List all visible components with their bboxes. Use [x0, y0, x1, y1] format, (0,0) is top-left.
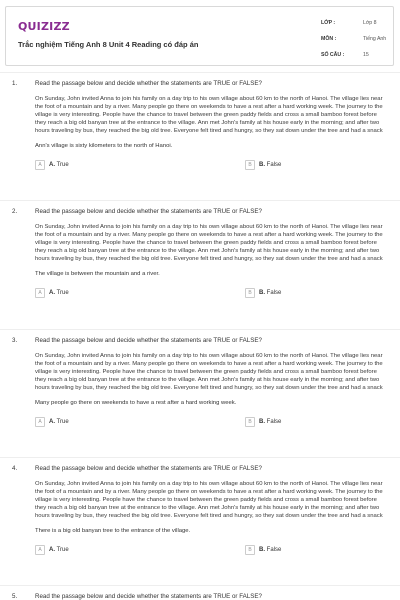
question-prompt: Read the passage below and decide whether the statements are TRUE or FALSE?: [35, 337, 262, 344]
question-divider: [0, 457, 400, 458]
question-5: [12, 593, 388, 600]
question-number: 5.: [12, 593, 18, 600]
question-statement: The village is between the mountain and a river.: [35, 270, 160, 277]
option-label: B.: [259, 546, 265, 553]
question-statement: Ann's village is sixty kilometers to the north of Hanoi.: [35, 142, 173, 149]
meta-value: Lớp 8: [363, 20, 377, 26]
question-4: [12, 465, 388, 557]
worksheet-header: [5, 6, 394, 66]
answer-option-b[interactable]: [245, 545, 281, 555]
reading-passage: On Sunday, John invited Anna to join his family on a day trip to his own village about 60 km to the north of Hanoi. The village lies near the foot of a mountain and by a river. Many people go there on weekends to have a rest after a hard working week. The journey to the village is very interesting. People have the chance to travel between the green paddy fields and cross a small bamboo forest before they reach a big old banyan tree at the entrance to the village. Ann met John's family at his house early in the morning; and after two hours traveling by bus, they reached the big old tree. Everyone felt tired and hungry, so they sat down under the tree and had a snack: [35, 353, 383, 391]
answer-options: [35, 417, 388, 429]
answer-options: [35, 288, 388, 300]
question-number: 2.: [12, 208, 18, 215]
option-letter-box: B: [245, 417, 255, 427]
option-text: True: [56, 161, 69, 168]
option-label: B.: [259, 161, 265, 168]
option-letter-box: A: [35, 160, 45, 170]
meta-label: LỚP :: [321, 20, 336, 26]
option-text: False: [266, 161, 282, 168]
meta-label: SỐ CÂU :: [321, 52, 345, 58]
option-label: B.: [259, 418, 265, 425]
option-label: A.: [49, 546, 55, 553]
question-statement: Many people go there on weekends to have a rest after a hard working week.: [35, 399, 237, 406]
meta-row-subject: [321, 36, 393, 52]
header-divider: [0, 72, 400, 73]
option-letter-box: B: [245, 160, 255, 170]
answer-options: [35, 545, 388, 557]
option-text: True: [56, 546, 69, 553]
option-letter-box: B: [245, 545, 255, 555]
answer-option-a[interactable]: [35, 288, 69, 298]
question-number: 1.: [12, 80, 18, 87]
answer-option-b[interactable]: [245, 288, 281, 298]
option-text: False: [266, 418, 282, 425]
option-letter-box: A: [35, 545, 45, 555]
meta-label: MÔN :: [321, 36, 337, 42]
option-letter-box: B: [245, 288, 255, 298]
question-prompt: Read the passage below and decide whether the statements are TRUE or FALSE?: [35, 208, 262, 215]
question-number: 4.: [12, 465, 18, 472]
question-divider: [0, 329, 400, 330]
answer-options: [35, 160, 388, 172]
question-divider: [0, 585, 400, 586]
question-3: [12, 337, 388, 429]
answer-option-b[interactable]: [245, 160, 281, 170]
option-letter-box: A: [35, 288, 45, 298]
quizizz-logo[interactable]: QUIZIZZ: [18, 20, 70, 33]
answer-option-a[interactable]: [35, 160, 69, 170]
option-label: A.: [49, 161, 55, 168]
question-prompt: Read the passage below and decide whether the statements are TRUE or FALSE?: [35, 80, 262, 87]
option-label: B.: [259, 289, 265, 296]
question-number: 3.: [12, 337, 18, 344]
meta-value: 15: [363, 52, 369, 58]
reading-passage: On Sunday, John invited Anna to join his family on a day trip to his own village about 60 km to the north of Hanoi. The village lies near the foot of a mountain and by a river. Many people go there on weekends to have a rest after a hard working week. The journey to the village is very interesting. People have the chance to travel between the green paddy fields and cross a small bamboo forest before they reach a big old banyan tree at the entrance to the village. Ann met John's family at his house early in the morning; and after two hours traveling by bus, they reached the big old tree. Everyone felt tired and hungry, so they sat down under the tree and had a snack: [35, 96, 383, 134]
answer-option-a[interactable]: [35, 545, 69, 555]
meta-value: Tiếng Anh: [363, 36, 387, 42]
reading-passage: On Sunday, John invited Anna to join his family on a day trip to his own village about 60 km to the north of Hanoi. The village lies near the foot of a mountain and by a river. Many people go there on weekends to have a rest after a hard working week. The journey to the village is very interesting. People have the chance to travel between the green paddy fields and cross a small bamboo forest before they reach a big old banyan tree at the entrance to the village. Ann met John's family at his house early in the morning; and after two hours traveling by bus, they reached the big old tree. Everyone felt tired and hungry, so they sat down under the tree and had a snack: [35, 481, 383, 519]
reading-passage: On Sunday, John invited Anna to join his family on a day trip to his own village about 60 km to the north of Hanoi. The village lies near the foot of a mountain and by a river. Many people go there on weekends to have a rest after a hard working week. The journey to the village is very interesting. People have the chance to travel between the green paddy fields and cross a small bamboo forest before they reach a big old banyan tree at the entrance to the village. Ann met John's family at his house early in the morning; and after two hours traveling by bus, they reached the big old tree. Everyone felt tired and hungry, so they sat down under the tree and had a snack: [35, 224, 383, 262]
question-prompt: Read the passage below and decide whether the statements are TRUE or FALSE?: [35, 593, 262, 600]
question-2: [12, 208, 388, 300]
option-text: True: [56, 289, 69, 296]
question-statement: There is a big old banyan tree to the entrance of the village.: [35, 527, 191, 534]
question-1: [12, 80, 388, 172]
meta-row-question-count: [321, 52, 393, 68]
question-divider: [0, 200, 400, 201]
question-prompt: Read the passage below and decide whether the statements are TRUE or FALSE?: [35, 465, 262, 472]
answer-option-a[interactable]: [35, 417, 69, 427]
answer-option-b[interactable]: [245, 417, 281, 427]
worksheet-meta: [321, 20, 393, 68]
meta-row-grade: [321, 20, 393, 36]
option-text: False: [266, 289, 282, 296]
option-text: True: [56, 418, 69, 425]
option-label: A.: [49, 289, 55, 296]
option-letter-box: A: [35, 417, 45, 427]
page-title: Trắc nghiệm Tiếng Anh 8 Unit 4 Reading có đáp án: [18, 40, 199, 49]
option-text: False: [266, 546, 282, 553]
option-label: A.: [49, 418, 55, 425]
